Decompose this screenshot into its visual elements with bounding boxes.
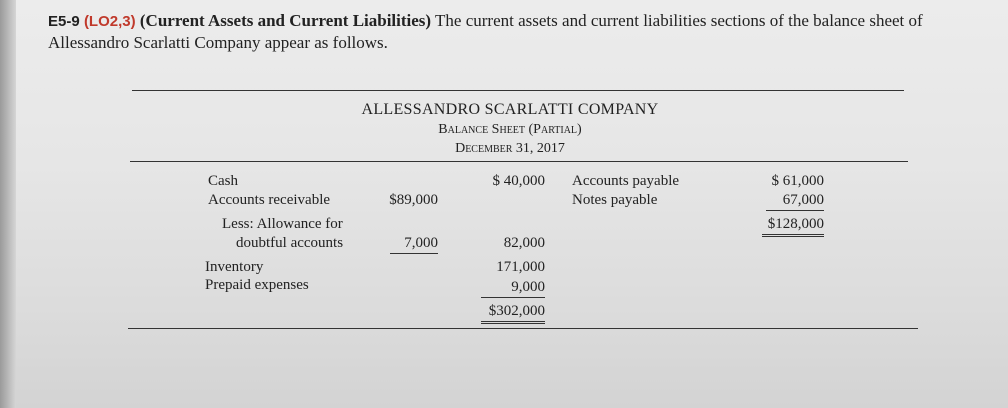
statement-title: Balance Sheet (Partial) [438, 122, 582, 137]
allowance-label-line2: doubtful accounts [236, 235, 344, 251]
inventory-value: 171,000 [496, 259, 545, 275]
accounts-receivable-net: 82,000 [503, 235, 545, 251]
prepaid-expenses-label: Prepaid expenses [205, 277, 309, 293]
inventory-label: Inventory [205, 259, 264, 275]
exercise-number: E5-9 [48, 13, 80, 30]
statement-date: December 31, 2017 [455, 141, 565, 156]
notes-payable-label: Notes payable [572, 192, 658, 208]
top-rule [132, 90, 904, 91]
cash-label: Cash [208, 173, 238, 189]
total-current-assets: $302,000 [481, 302, 545, 324]
bottom-rule [128, 328, 918, 329]
exercise-header [48, 10, 998, 53]
accounts-receivable-gross: $89,000 [389, 192, 438, 208]
allowance-value: 7,000 [390, 234, 438, 254]
header-rule [130, 161, 908, 162]
page-edge-shadow [0, 0, 16, 408]
company-name: ALLESSANDRO SCARLATTI COMPANY [361, 101, 659, 118]
learning-objectives: (LO2,3) [83, 13, 136, 30]
allowance-label-line1: Less: Allowance for [222, 216, 343, 232]
exercise-topic: (Current Assets and Current Liabilities) [139, 11, 432, 30]
notes-payable-value: 67,000 [766, 191, 824, 211]
accounts-receivable-label: Accounts receivable [208, 192, 331, 208]
accounts-payable-label: Accounts payable [572, 173, 680, 189]
total-current-liabilities: $128,000 [762, 215, 824, 237]
prepaid-expenses-value: 9,000 [481, 278, 545, 298]
accounts-payable-value: $ 61,000 [771, 173, 824, 189]
exercise-statement: The current assets and current liabilities sections of the balance sheet of Allessandro Scarlatti Company appear as follows. [48, 11, 923, 52]
cash-value: $ 40,000 [492, 173, 545, 189]
